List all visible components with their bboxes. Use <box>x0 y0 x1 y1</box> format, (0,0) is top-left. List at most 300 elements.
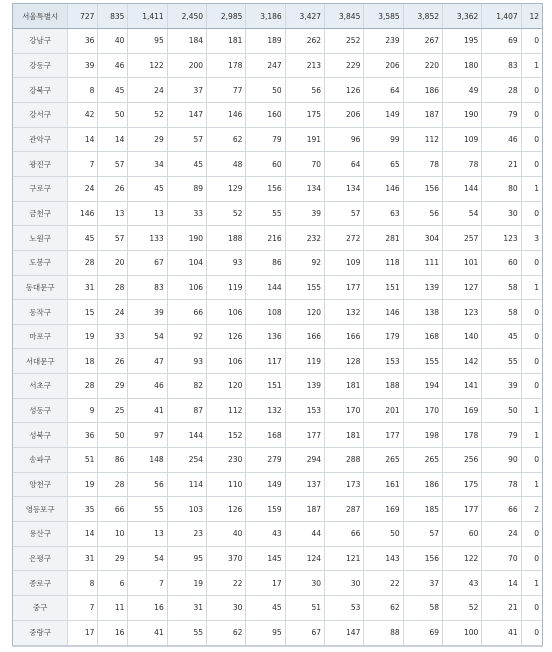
value-cell: 265 <box>403 448 442 473</box>
value-cell: 46 <box>98 53 128 78</box>
value-cell: 146 <box>364 176 403 201</box>
value-cell: 0 <box>521 595 542 620</box>
value-cell: 112 <box>207 398 246 423</box>
value-cell: 169 <box>364 497 403 522</box>
value-cell: 44 <box>285 521 324 546</box>
district-name-cell: 강동구 <box>13 53 68 78</box>
value-cell: 127 <box>443 275 482 300</box>
value-cell: 86 <box>246 250 285 275</box>
value-cell: 96 <box>325 127 364 152</box>
value-cell: 114 <box>167 472 206 497</box>
value-cell: 35 <box>68 497 98 522</box>
value-cell: 78 <box>443 152 482 177</box>
value-cell: 13 <box>128 521 167 546</box>
value-cell: 0 <box>521 374 542 399</box>
value-cell: 160 <box>246 103 285 128</box>
header-total-cell: 727 <box>68 4 98 29</box>
district-name-cell: 동대문구 <box>13 275 68 300</box>
value-cell: 0 <box>521 201 542 226</box>
value-cell: 178 <box>443 423 482 448</box>
value-cell: 92 <box>285 250 324 275</box>
district-name-cell: 강서구 <box>13 103 68 128</box>
value-cell: 31 <box>68 546 98 571</box>
value-cell: 272 <box>325 226 364 251</box>
value-cell: 31 <box>167 595 206 620</box>
value-cell: 31 <box>68 275 98 300</box>
value-cell: 30 <box>482 201 521 226</box>
district-name-cell: 중랑구 <box>13 620 68 645</box>
value-cell: 175 <box>285 103 324 128</box>
table-row <box>13 127 542 152</box>
district-name-cell: 강북구 <box>13 78 68 103</box>
value-cell: 1 <box>521 423 542 448</box>
value-cell: 294 <box>285 448 324 473</box>
value-cell: 1 <box>521 398 542 423</box>
value-cell: 78 <box>482 472 521 497</box>
table-row <box>13 53 542 78</box>
value-cell: 108 <box>246 300 285 325</box>
value-cell: 132 <box>325 300 364 325</box>
value-cell: 143 <box>364 546 403 571</box>
value-cell: 132 <box>246 398 285 423</box>
value-cell: 17 <box>246 571 285 596</box>
value-cell: 1 <box>521 53 542 78</box>
value-cell: 126 <box>325 78 364 103</box>
district-name-cell: 구로구 <box>13 176 68 201</box>
value-cell: 161 <box>364 472 403 497</box>
value-cell: 18 <box>68 349 98 374</box>
value-cell: 58 <box>403 595 442 620</box>
value-cell: 19 <box>167 571 206 596</box>
value-cell: 97 <box>128 423 167 448</box>
table-row <box>13 546 542 571</box>
value-cell: 6 <box>98 571 128 596</box>
value-cell: 120 <box>207 374 246 399</box>
table-bottom-bar <box>12 645 543 647</box>
value-cell: 1 <box>521 176 542 201</box>
value-cell: 139 <box>403 275 442 300</box>
value-cell: 50 <box>98 423 128 448</box>
value-cell: 153 <box>364 349 403 374</box>
value-cell: 216 <box>246 226 285 251</box>
district-name-cell: 노원구 <box>13 226 68 251</box>
value-cell: 256 <box>443 448 482 473</box>
value-cell: 139 <box>285 374 324 399</box>
table-row <box>13 29 542 54</box>
value-cell: 0 <box>521 324 542 349</box>
value-cell: 190 <box>167 226 206 251</box>
value-cell: 67 <box>285 620 324 645</box>
value-cell: 83 <box>128 275 167 300</box>
value-cell: 16 <box>98 620 128 645</box>
value-cell: 45 <box>482 324 521 349</box>
value-cell: 29 <box>128 127 167 152</box>
value-cell: 95 <box>128 29 167 54</box>
value-cell: 7 <box>68 152 98 177</box>
value-cell: 14 <box>68 521 98 546</box>
table-row <box>13 226 542 251</box>
district-name-cell: 송파구 <box>13 448 68 473</box>
value-cell: 0 <box>521 521 542 546</box>
value-cell: 50 <box>98 103 128 128</box>
value-cell: 46 <box>482 127 521 152</box>
district-name-cell: 성북구 <box>13 423 68 448</box>
value-cell: 83 <box>482 53 521 78</box>
value-cell: 52 <box>207 201 246 226</box>
value-cell: 40 <box>98 29 128 54</box>
value-cell: 41 <box>128 620 167 645</box>
value-cell: 151 <box>364 275 403 300</box>
value-cell: 169 <box>443 398 482 423</box>
value-cell: 168 <box>403 324 442 349</box>
value-cell: 177 <box>285 423 324 448</box>
value-cell: 39 <box>68 53 98 78</box>
value-cell: 198 <box>403 423 442 448</box>
table-row <box>13 349 542 374</box>
value-cell: 48 <box>207 152 246 177</box>
value-cell: 7 <box>128 571 167 596</box>
value-cell: 52 <box>443 595 482 620</box>
value-cell: 138 <box>403 300 442 325</box>
district-name-cell: 성동구 <box>13 398 68 423</box>
value-cell: 190 <box>443 103 482 128</box>
district-name-cell: 관악구 <box>13 127 68 152</box>
value-cell: 78 <box>403 152 442 177</box>
value-cell: 257 <box>443 226 482 251</box>
value-cell: 89 <box>167 176 206 201</box>
value-cell: 142 <box>443 349 482 374</box>
value-cell: 30 <box>285 571 324 596</box>
value-cell: 201 <box>364 398 403 423</box>
value-cell: 288 <box>325 448 364 473</box>
table-row <box>13 324 542 349</box>
value-cell: 129 <box>207 176 246 201</box>
value-cell: 90 <box>482 448 521 473</box>
district-name-cell: 강남구 <box>13 29 68 54</box>
value-cell: 185 <box>403 497 442 522</box>
value-cell: 229 <box>325 53 364 78</box>
header-total-cell: 3,362 <box>443 4 482 29</box>
value-cell: 175 <box>443 472 482 497</box>
value-cell: 45 <box>167 152 206 177</box>
value-cell: 137 <box>285 472 324 497</box>
district-name-cell: 양천구 <box>13 472 68 497</box>
value-cell: 79 <box>482 103 521 128</box>
value-cell: 0 <box>521 250 542 275</box>
value-cell: 170 <box>403 398 442 423</box>
value-cell: 66 <box>167 300 206 325</box>
value-cell: 22 <box>364 571 403 596</box>
value-cell: 28 <box>482 78 521 103</box>
value-cell: 141 <box>443 374 482 399</box>
value-cell: 159 <box>246 497 285 522</box>
value-cell: 30 <box>207 595 246 620</box>
value-cell: 178 <box>207 53 246 78</box>
value-cell: 34 <box>128 152 167 177</box>
value-cell: 147 <box>325 620 364 645</box>
value-cell: 265 <box>364 448 403 473</box>
value-cell: 109 <box>325 250 364 275</box>
value-cell: 111 <box>403 250 442 275</box>
value-cell: 28 <box>68 250 98 275</box>
value-cell: 54 <box>443 201 482 226</box>
value-cell: 155 <box>285 275 324 300</box>
value-cell: 3 <box>521 226 542 251</box>
value-cell: 57 <box>98 226 128 251</box>
value-cell: 126 <box>207 324 246 349</box>
value-cell: 122 <box>128 53 167 78</box>
value-cell: 188 <box>207 226 246 251</box>
value-cell: 187 <box>403 103 442 128</box>
value-cell: 147 <box>167 103 206 128</box>
value-cell: 0 <box>521 78 542 103</box>
value-cell: 128 <box>325 349 364 374</box>
value-cell: 0 <box>521 103 542 128</box>
value-cell: 267 <box>403 29 442 54</box>
value-cell: 195 <box>443 29 482 54</box>
value-cell: 57 <box>403 521 442 546</box>
value-cell: 220 <box>403 53 442 78</box>
value-cell: 55 <box>128 497 167 522</box>
table-row <box>13 448 542 473</box>
header-total-cell: 3,427 <box>285 4 324 29</box>
table-row <box>13 620 542 645</box>
table-body <box>13 4 542 645</box>
value-cell: 65 <box>364 152 403 177</box>
value-cell: 28 <box>68 374 98 399</box>
value-cell: 24 <box>482 521 521 546</box>
value-cell: 140 <box>443 324 482 349</box>
value-cell: 7 <box>68 595 98 620</box>
value-cell: 104 <box>167 250 206 275</box>
value-cell: 63 <box>364 201 403 226</box>
table-row <box>13 201 542 226</box>
district-name-cell: 서초구 <box>13 374 68 399</box>
value-cell: 47 <box>128 349 167 374</box>
value-cell: 19 <box>68 472 98 497</box>
value-cell: 187 <box>285 497 324 522</box>
value-cell: 144 <box>443 176 482 201</box>
table-row <box>13 423 542 448</box>
value-cell: 206 <box>325 103 364 128</box>
value-cell: 118 <box>364 250 403 275</box>
value-cell: 254 <box>167 448 206 473</box>
table-row <box>13 497 542 522</box>
value-cell: 281 <box>364 226 403 251</box>
value-cell: 17 <box>68 620 98 645</box>
value-cell: 79 <box>246 127 285 152</box>
value-cell: 62 <box>364 595 403 620</box>
header-total-cell: 12 <box>521 4 542 29</box>
value-cell: 152 <box>207 423 246 448</box>
value-cell: 0 <box>521 127 542 152</box>
value-cell: 184 <box>167 29 206 54</box>
table-row <box>13 300 542 325</box>
value-cell: 49 <box>443 78 482 103</box>
header-total-cell: 3,186 <box>246 4 285 29</box>
value-cell: 110 <box>207 472 246 497</box>
value-cell: 168 <box>246 423 285 448</box>
value-cell: 179 <box>364 324 403 349</box>
table-row <box>13 275 542 300</box>
value-cell: 177 <box>325 275 364 300</box>
value-cell: 146 <box>364 300 403 325</box>
value-cell: 69 <box>403 620 442 645</box>
value-cell: 70 <box>482 546 521 571</box>
value-cell: 194 <box>403 374 442 399</box>
value-cell: 123 <box>443 300 482 325</box>
header-row <box>13 4 542 29</box>
value-cell: 106 <box>167 275 206 300</box>
value-cell: 136 <box>246 324 285 349</box>
value-cell: 287 <box>325 497 364 522</box>
district-name-cell: 마포구 <box>13 324 68 349</box>
value-cell: 56 <box>285 78 324 103</box>
region-header-cell: 서울특별시 <box>13 4 68 29</box>
value-cell: 106 <box>207 300 246 325</box>
value-cell: 99 <box>364 127 403 152</box>
value-cell: 19 <box>68 324 98 349</box>
value-cell: 50 <box>364 521 403 546</box>
value-cell: 206 <box>364 53 403 78</box>
value-cell: 13 <box>98 201 128 226</box>
value-cell: 2 <box>521 497 542 522</box>
value-cell: 93 <box>167 349 206 374</box>
value-cell: 52 <box>128 103 167 128</box>
table-row <box>13 152 542 177</box>
value-cell: 21 <box>482 595 521 620</box>
value-cell: 53 <box>325 595 364 620</box>
value-cell: 189 <box>246 29 285 54</box>
value-cell: 82 <box>167 374 206 399</box>
value-cell: 28 <box>98 472 128 497</box>
value-cell: 239 <box>364 29 403 54</box>
value-cell: 122 <box>443 546 482 571</box>
value-cell: 0 <box>521 29 542 54</box>
value-cell: 1 <box>521 571 542 596</box>
table-row <box>13 176 542 201</box>
value-cell: 144 <box>246 275 285 300</box>
value-cell: 14 <box>98 127 128 152</box>
value-cell: 121 <box>325 546 364 571</box>
value-cell: 55 <box>482 349 521 374</box>
district-name-cell: 도봉구 <box>13 250 68 275</box>
value-cell: 191 <box>285 127 324 152</box>
value-cell: 1 <box>521 275 542 300</box>
value-cell: 304 <box>403 226 442 251</box>
value-cell: 93 <box>207 250 246 275</box>
value-cell: 166 <box>325 324 364 349</box>
value-cell: 57 <box>167 127 206 152</box>
value-cell: 119 <box>285 349 324 374</box>
value-cell: 41 <box>128 398 167 423</box>
header-total-cell: 3,852 <box>403 4 442 29</box>
value-cell: 58 <box>482 275 521 300</box>
value-cell: 134 <box>325 176 364 201</box>
value-cell: 16 <box>128 595 167 620</box>
value-cell: 20 <box>98 250 128 275</box>
value-cell: 28 <box>98 275 128 300</box>
value-cell: 279 <box>246 448 285 473</box>
value-cell: 37 <box>167 78 206 103</box>
value-cell: 180 <box>443 53 482 78</box>
value-cell: 124 <box>285 546 324 571</box>
value-cell: 14 <box>68 127 98 152</box>
value-cell: 126 <box>207 497 246 522</box>
value-cell: 0 <box>521 546 542 571</box>
value-cell: 70 <box>285 152 324 177</box>
value-cell: 36 <box>68 29 98 54</box>
value-cell: 0 <box>521 349 542 374</box>
district-name-cell: 광진구 <box>13 152 68 177</box>
value-cell: 173 <box>325 472 364 497</box>
value-cell: 56 <box>128 472 167 497</box>
value-cell: 9 <box>68 398 98 423</box>
value-cell: 62 <box>207 127 246 152</box>
table-row <box>13 374 542 399</box>
value-cell: 41 <box>482 620 521 645</box>
value-cell: 25 <box>98 398 128 423</box>
value-cell: 156 <box>246 176 285 201</box>
district-name-cell: 금천구 <box>13 201 68 226</box>
value-cell: 29 <box>98 546 128 571</box>
value-cell: 79 <box>482 423 521 448</box>
value-cell: 37 <box>403 571 442 596</box>
value-cell: 80 <box>482 176 521 201</box>
value-cell: 109 <box>443 127 482 152</box>
value-cell: 186 <box>403 78 442 103</box>
value-cell: 39 <box>285 201 324 226</box>
header-total-cell: 1,407 <box>482 4 521 29</box>
value-cell: 117 <box>246 349 285 374</box>
value-cell: 106 <box>207 349 246 374</box>
value-cell: 144 <box>167 423 206 448</box>
value-cell: 0 <box>521 448 542 473</box>
district-name-cell: 서대문구 <box>13 349 68 374</box>
district-name-cell: 동작구 <box>13 300 68 325</box>
header-total-cell: 1,411 <box>128 4 167 29</box>
value-cell: 45 <box>98 78 128 103</box>
value-cell: 145 <box>246 546 285 571</box>
value-cell: 149 <box>246 472 285 497</box>
district-stats-table <box>13 4 542 645</box>
value-cell: 230 <box>207 448 246 473</box>
value-cell: 23 <box>167 521 206 546</box>
value-cell: 46 <box>128 374 167 399</box>
value-cell: 95 <box>167 546 206 571</box>
value-cell: 181 <box>325 374 364 399</box>
value-cell: 57 <box>98 152 128 177</box>
value-cell: 60 <box>443 521 482 546</box>
value-cell: 60 <box>246 152 285 177</box>
value-cell: 30 <box>325 571 364 596</box>
district-name-cell: 종로구 <box>13 571 68 596</box>
value-cell: 54 <box>128 324 167 349</box>
value-cell: 24 <box>68 176 98 201</box>
value-cell: 50 <box>482 398 521 423</box>
header-total-cell: 3,585 <box>364 4 403 29</box>
value-cell: 134 <box>285 176 324 201</box>
value-cell: 252 <box>325 29 364 54</box>
value-cell: 103 <box>167 497 206 522</box>
header-total-cell: 835 <box>98 4 128 29</box>
value-cell: 11 <box>98 595 128 620</box>
value-cell: 39 <box>482 374 521 399</box>
table-row <box>13 103 542 128</box>
value-cell: 55 <box>167 620 206 645</box>
value-cell: 8 <box>68 78 98 103</box>
value-cell: 133 <box>128 226 167 251</box>
